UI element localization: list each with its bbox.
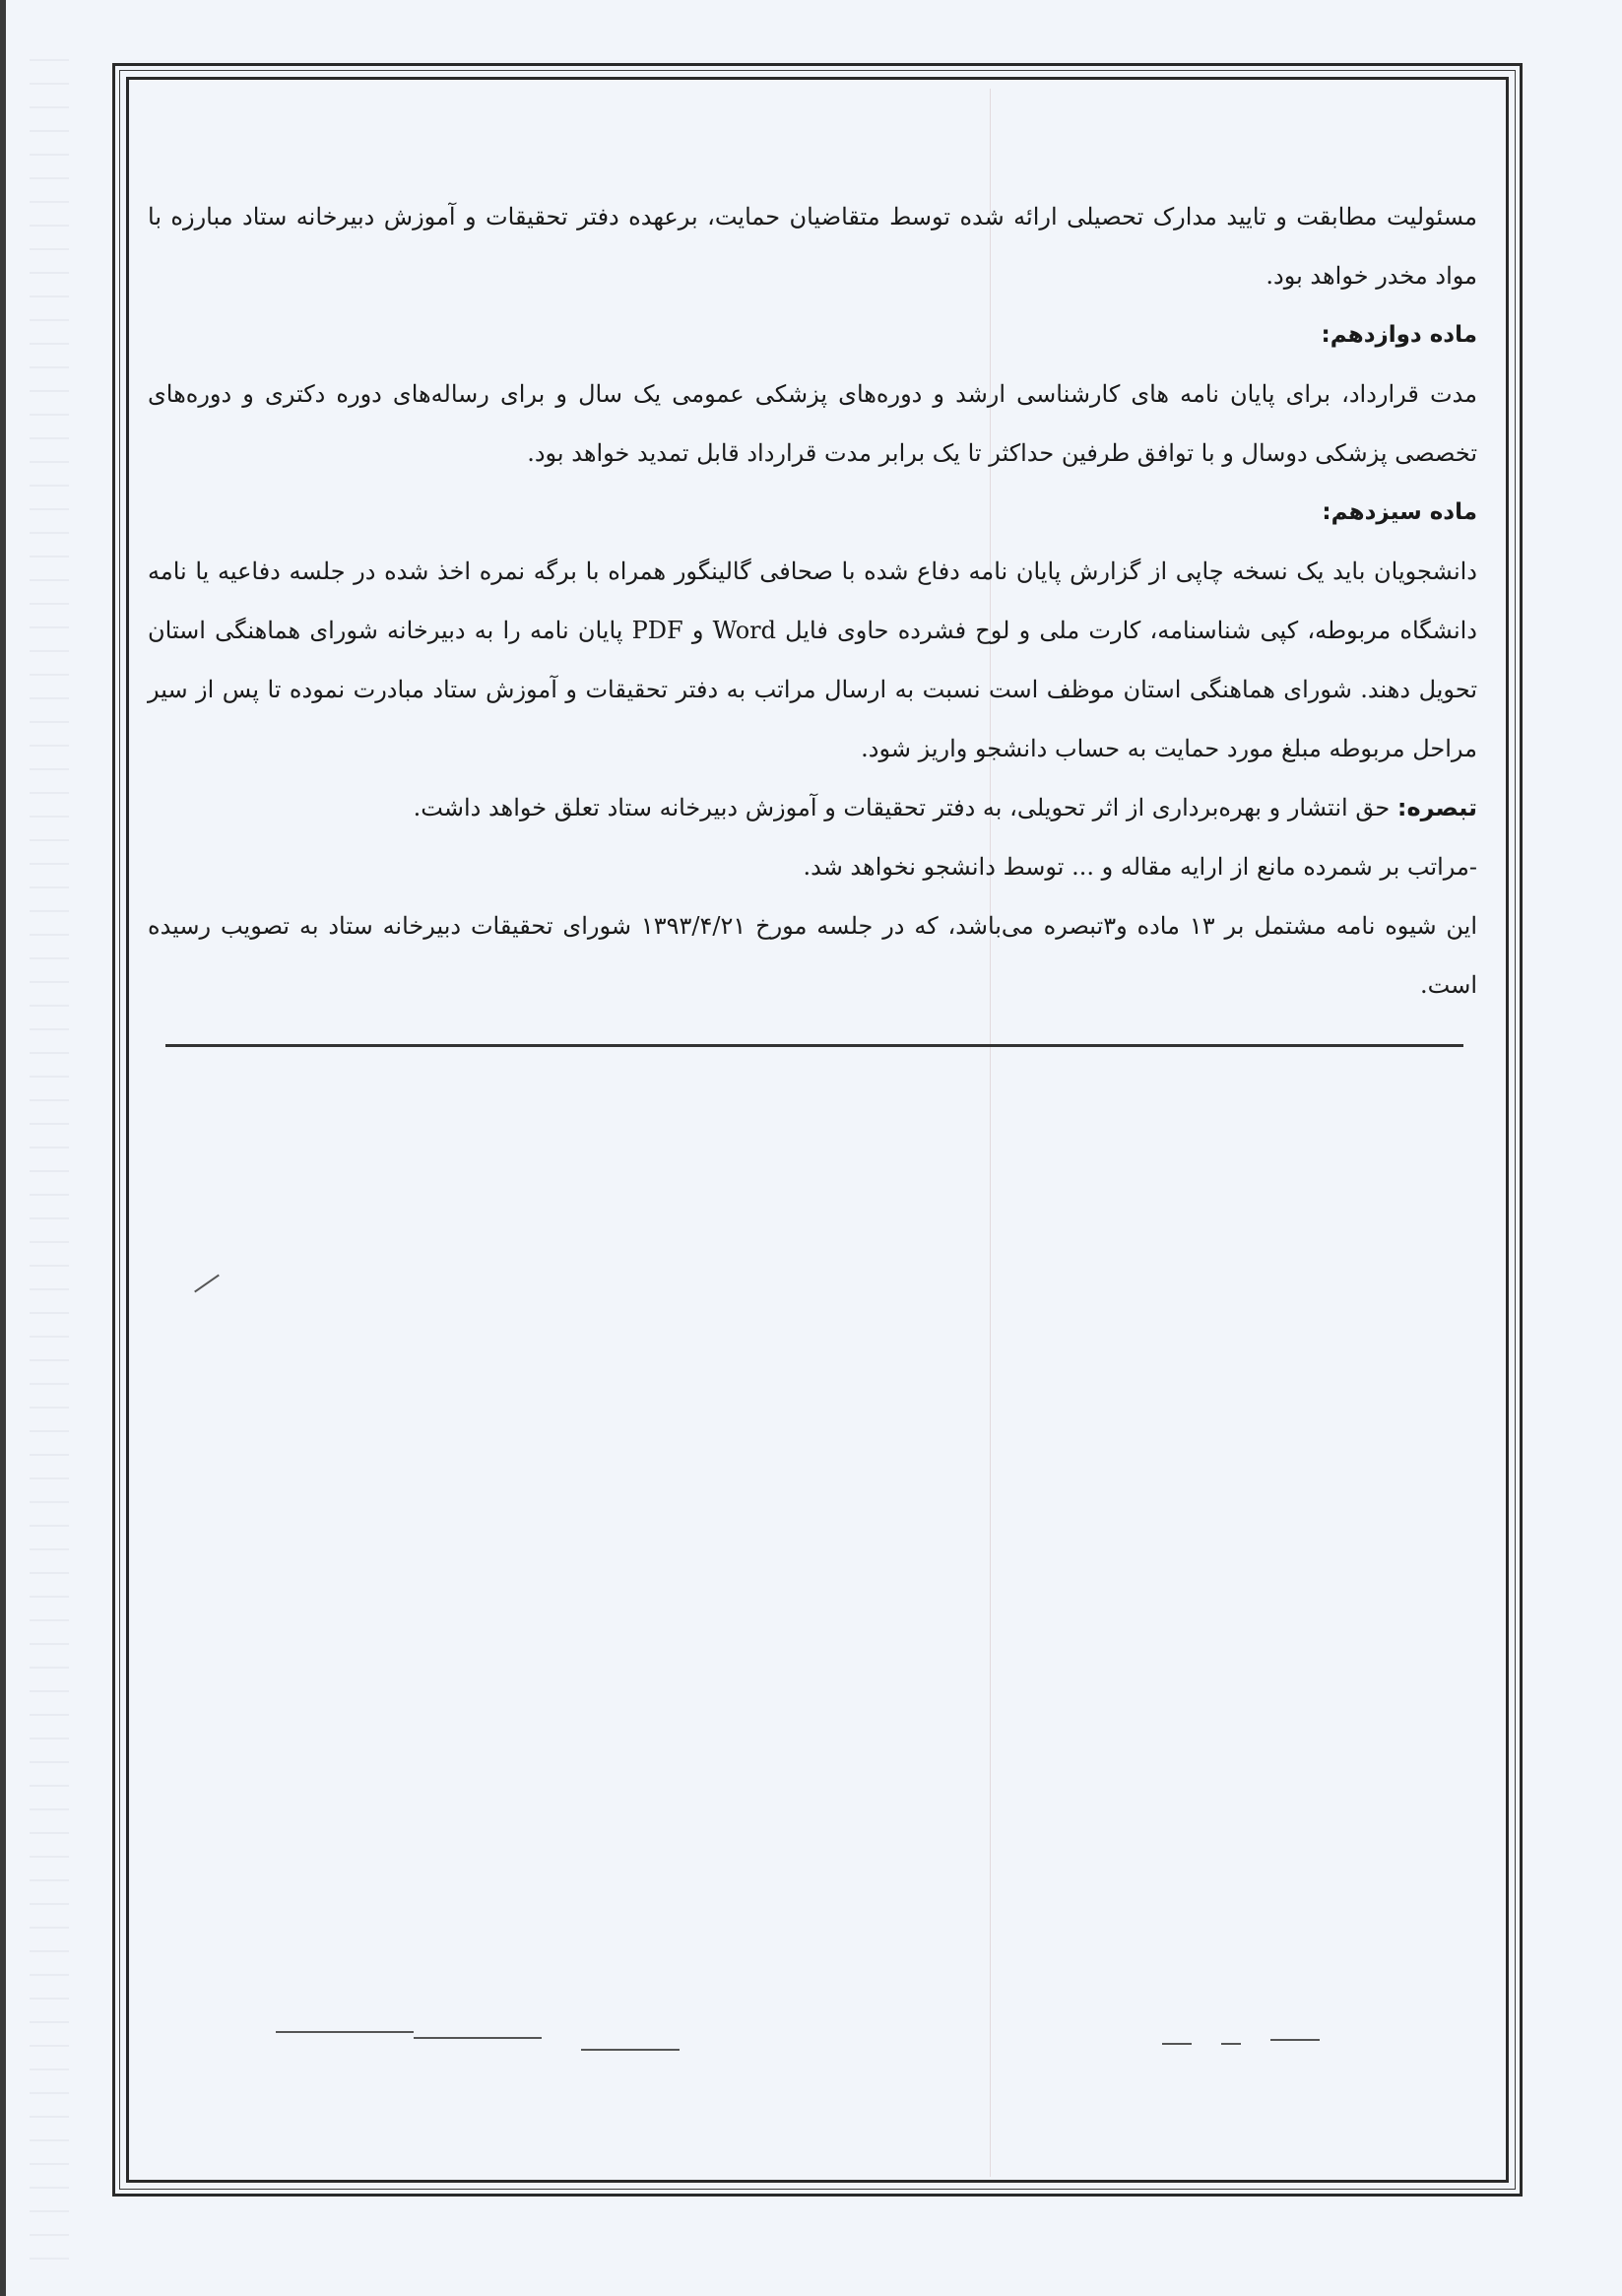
scan-mark <box>1221 2043 1241 2045</box>
article-13-body: دانشجویان باید یک نسخه چاپی از گزارش پایان نامه دفاع شده با صحافی گالینگور همراه با برگه نمره اخذ شده در جلسه دفاعیه یا نامه دانشگاه مربوطه، کپی شناسنامه، کارت ملی و لوح فشرده حاوی فایل Word و PDF پایان نامه را به دبیرخانه شورای هماهنگی استان تحویل دهند. شورای هماهنگی استان موظف است نسبت به ارسال مراتب به دفتر تحقیقات و آموزش ستاد مبادرت نموده تا پس از سیر مراحل مربوطه مبلغ مورد حمایت به حساب دانشجو واریز شود. <box>148 558 1478 762</box>
closing-paragraph: این شیوه نامه مشتمل بر ۱۳ ماده و۳تبصره می‌باشد، که در جلسه مورخ ۱۳۹۳/۴/۲۱ شورای تحقیقات دبیرخانه ستاد به تصویب رسیده است. <box>148 912 1478 999</box>
scan-mark <box>276 2031 414 2033</box>
document-body <box>148 187 1477 1015</box>
scan-mark <box>1162 2043 1192 2045</box>
scan-mark <box>1270 2039 1320 2041</box>
scan-mark <box>581 2049 680 2051</box>
note-paragraph <box>148 778 1477 837</box>
article-13-heading: ماده سیزدهم: <box>1322 499 1477 525</box>
article-12-heading: ماده دوازدهم: <box>1321 322 1477 348</box>
scan-mark <box>414 2037 542 2039</box>
note-body: حق انتشار و بهره‌برداری از اثر تحویلی، به دفتر تحقیقات و آموزش دبیرخانه ستاد تعلق خواهد داشت. <box>413 794 1397 821</box>
scan-margin-noise <box>30 59 69 2275</box>
note-label: تبصره: <box>1396 794 1477 821</box>
dash-line: -مراتب بر شمرده مانع از ارایه مقاله و ... توسط دانشجو نخواهد شد. <box>803 853 1477 881</box>
intro-paragraph: مسئولیت مطابقت و تایید مدارک تحصیلی ارائه شده توسط متقاضیان حمایت، برعهده دفتر تحقیقات و آموزش دبیرخانه ستاد مبارزه با مواد مخدر خواهد بود. <box>148 203 1477 290</box>
end-rule <box>165 1044 1463 1047</box>
article-12-body: مدت قرارداد، برای پایان نامه های کارشناسی ارشد و دوره‌های پزشکی عمومی یک سال و برای رساله‌های دوره دکتری و دوره‌های تخصصی پزشکی دوسال و با توافق طرفین حداکثر تا یک برابر مدت قرارداد قابل تمدید خواهد بود. <box>148 380 1477 467</box>
scan-left-edge <box>0 0 6 2296</box>
